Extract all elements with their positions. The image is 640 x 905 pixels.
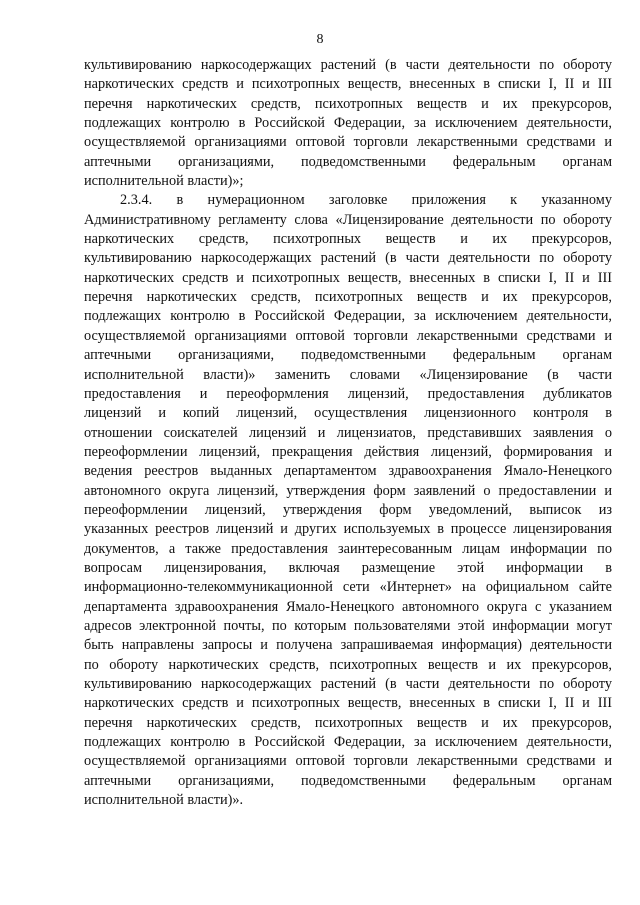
text-line: наркотических средств и психотропных веществ, внесенных в списки I, II и III	[84, 269, 612, 286]
text-line: переоформлении лицензий, утверждения форм уведомлений, выписок из	[84, 501, 612, 518]
text-line: аптечными организациями, подведомственными федеральным органам	[84, 772, 612, 789]
text-line: подлежащих контролю в Российской Федерации, за исключением деятельности,	[84, 115, 612, 132]
text-line: аптечными организациями, подведомственными федеральным органам	[84, 153, 612, 170]
text-line: исполнительной власти)».	[84, 792, 244, 809]
text-line: документов, а также предоставления заинтересованным лицам информации по	[84, 540, 612, 557]
page-number: 8	[316, 32, 324, 47]
text-line: наркотических средств и психотропных веществ, внесенных в списки I, II и III	[84, 76, 612, 93]
text-line: переоформлении лицензий, прекращения действия лицензий, формирования и	[84, 443, 612, 460]
text-line: исполнительной власти)» заменить словами «Лицензирование (в части	[84, 366, 612, 383]
text-line: перечня наркотических средств, психотропных веществ и их прекурсоров,	[84, 289, 612, 306]
paragraph-1	[84, 56, 612, 191]
text-line: по обороту наркотических средств, психотропных веществ и их прекурсоров,	[84, 656, 612, 673]
text-line: Административному регламенту слова «Лицензирование деятельности по обороту	[84, 211, 612, 228]
text-line: ведения реестров выданных департаментом здравоохранения Ямало-Ненецкого	[84, 463, 612, 480]
text-line: лицензий и копий лицензий, осуществления лицензионного контроля в	[84, 405, 612, 422]
text-line: аптечными организациями, подведомственными федеральным органам	[84, 347, 612, 364]
text-line: указанных реестров лицензий и других используемых в процессе лицензирования	[84, 521, 612, 538]
text-line: осуществляемой организациями оптовой торговли лекарственными средствами и	[84, 134, 612, 151]
text-line: 2.3.4. в нумерационном заголовке приложения к указанному	[120, 192, 612, 209]
text-line: департамента здравоохранения Ямало-Ненецкого автономного округа с указанием	[84, 598, 612, 615]
text-line: исполнительной власти)»;	[84, 173, 244, 190]
text-line: наркотических средств, психотропных веществ и их прекурсоров,	[84, 231, 612, 248]
paragraph-2	[84, 191, 612, 810]
text-line: быть направлены запросы и получена запрашиваемая информация) деятельности	[84, 637, 612, 654]
text-line: предоставления и переоформления лицензий, предоставления дубликатов	[84, 385, 612, 402]
text-line: адресов электронной почты, по которым пользователями этой информации могут	[84, 617, 612, 634]
text-line: подлежащих контролю в Российской Федерации, за исключением деятельности,	[84, 734, 612, 751]
text-line: культивированию наркосодержащих растений (в части деятельности по обороту	[84, 250, 612, 267]
text-line: отношении соискателей лицензий и лицензиатов, представивших заявления о	[84, 424, 612, 441]
text-line: культивированию наркосодержащих растений (в части деятельности по обороту	[84, 676, 612, 692]
text-line: информационно-телекоммуникационной сети «Интернет» на официальном сайте	[84, 579, 612, 596]
text-line: перечня наркотических средств, психотропных веществ и их прекурсоров,	[84, 714, 612, 731]
text-line: автономного округа лицензий, утверждения форм заявлений о предоставлении и	[84, 482, 612, 499]
text-line: осуществляемой организациями оптовой торговли лекарственными средствами и	[84, 327, 612, 344]
text-line: культивированию наркосодержащих растений (в части деятельности по обороту	[84, 57, 612, 73]
text-line: перечня наркотических средств, психотропных веществ и их прекурсоров,	[84, 95, 612, 112]
document-body	[84, 56, 612, 810]
text-line: подлежащих контролю в Российской Федерации, за исключением деятельности,	[84, 308, 612, 325]
text-line: вопросам лицензирования, включая размещение этой информации в	[84, 559, 612, 576]
text-line: наркотических средств и психотропных веществ, внесенных в списки I, II и III	[84, 695, 612, 712]
text-line: осуществляемой организациями оптовой торговли лекарственными средствами и	[84, 753, 612, 770]
